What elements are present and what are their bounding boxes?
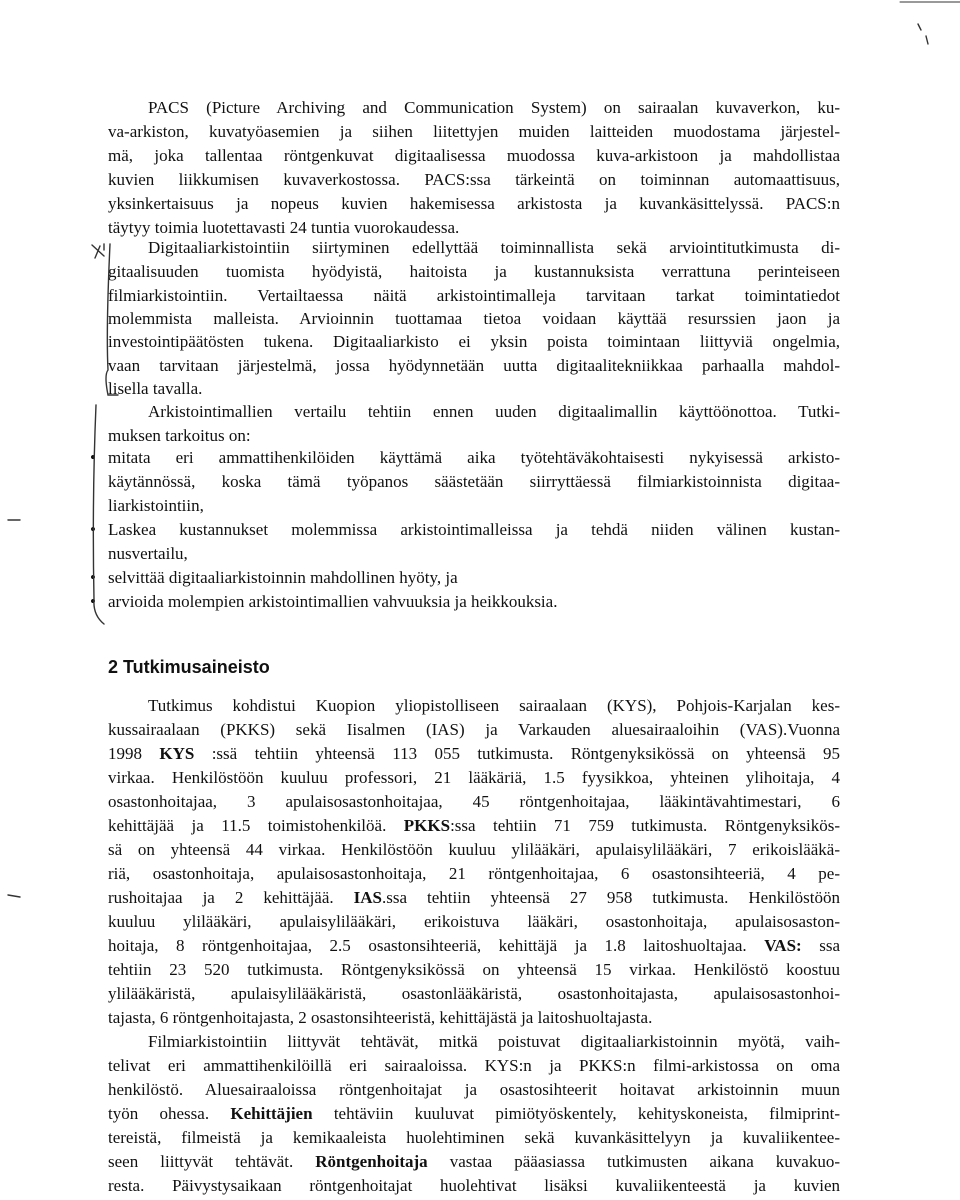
text-line: osastonhoitajaa, 3 apulaisosastonhoitajaa, 45 röntgenhoitajaa, lääkintävahtimestari, 6: [108, 792, 840, 811]
text-line: molemmista malleista. Arvioinnin tuottamaa tietoa voidaan käyttää resurssien jaon ja: [108, 309, 840, 328]
text-line: tajasta, 6 röntgenhoitajasta, 2 osastonsihteeristä, kehittäjästä ja laitoshuoltajasta.: [108, 1008, 653, 1027]
list-item-line: käytännössä, koska tämä työpanos säästetään siirryttäessä filmiarkistoinnista digitaa-: [108, 472, 840, 491]
bullet-icon: •: [90, 568, 96, 587]
text-line: kuvien liikkumisen kuvaverkostossa. PACS:ssa tärkeintä on toiminnan automaattisuus,: [108, 170, 840, 189]
bullet-icon: •: [90, 448, 96, 467]
margin-cross-mark: [92, 244, 104, 258]
text-line: tehtiin 23 520 tutkimusta. Röntgenyksikössä on yhteensä 15 virkaa. Henkilöstö koostuu: [108, 960, 840, 979]
bullet-icon: •: [90, 592, 96, 611]
text-line: lisella tavalla.: [108, 379, 203, 398]
text-line: mä, joka tallentaa röntgenkuvat digitaalisessa muodossa kuva-arkistoon ja mahdollistaa: [108, 146, 840, 165]
text-line: ylilääkäristä, apulaisylilääkäristä, osastonlääkäristä, osastonhoitajasta, apulaisosastonhoi-: [108, 984, 840, 1003]
text-line: virkaa. Henkilöstöön kuuluu professori, 21 lääkäriä, 1.5 fyysikkoa, yhteinen ylihoitaja, 4: [108, 768, 840, 787]
text-line: 1998 KYS :ssä tehtiin yhteensä 113 055 tutkimusta. Röntgenyksikössä on yhteensä 95: [108, 744, 841, 763]
text-line: hoitaja, 8 röntgenhoitajaa, 2.5 osastonsihteeriä, kehittäjä ja 1.8 laitoshuoltajaa. VAS: ssa: [108, 936, 841, 955]
margin-dash-mark: [8, 895, 20, 897]
text-line: kussairaalaan (PKKS) sekä Iisalmen (IAS) ja Varkauden aluesairaaloihin (VAS).Vuonna: [108, 720, 840, 739]
text-line: Tutkimus kohdistui Kuopion yliopistolliseen sairaalaan (KYS), Pohjois-Karjalan kes-: [148, 696, 840, 715]
text-line: seen liittyvät tehtävät. Röntgenhoitaja vastaa pääasiassa tutkimusten aikana kuvakuo-: [108, 1152, 840, 1171]
text-line: investointipäätösten tukena. Digitaaliarkisto ei yksin poista toimintaan liittyviä ongelmia,: [108, 332, 840, 351]
corner-tick-mark: [918, 24, 928, 44]
text-line: PACS (Picture Archiving and Communication System) on sairaalan kuvaverkon, ku-: [148, 98, 840, 117]
text-line: gitaalisuuden tuomista hyödyistä, haitoista ja kustannuksista verrattuna perinteiseen: [108, 262, 840, 281]
text-line: yksinkertaisuus ja nopeus kuvien hakemisessa arkistosta ja kuvankäsittelyssä. PACS:n: [108, 194, 840, 213]
text-line: va-arkiston, kuvatyöasemien ja siihen liitettyjen muiden laitteiden muodostama järjestel-: [108, 122, 840, 141]
list-item-line: selvittää digitaaliarkistoinnin mahdollinen hyöty, ja: [108, 568, 458, 587]
text-line: kehittäjää ja 11.5 toimistohenkilöä. PKKS:ssa tehtiin 71 759 tutkimusta. Röntgenyksikös-: [108, 816, 840, 835]
list-item-line: mitata eri ammattihenkilöiden käyttämä aika työtehtäväkohtaisesti nykyisessä arkisto-: [108, 448, 840, 467]
text-line: täytyy toimia luotettavasti 24 tuntia vuorokaudessa.: [108, 218, 460, 237]
text-line: tereistä, filmeistä ja kemikaaleista huolehtiminen sekä kuvankäsittelyyn ja kuvaliikentee-: [108, 1128, 840, 1147]
text-line: filmiarkistointiin. Vertailtaessa näitä arkistointimalleja tarvitaan tarkat toimintatiedot: [108, 286, 840, 305]
list-item-line: liarkistointiin,: [108, 496, 204, 515]
text-line: telivat eri ammattihenkilöillä eri sairaaloissa. KYS:n ja PKKS:n filmi-arkistossa on oma: [108, 1056, 840, 1075]
text-line: rushoitajaa ja 2 kehittäjää. IAS.ssa tehtiin yhteensä 27 958 tutkimusta. Henkilöstöön: [108, 888, 840, 907]
text-line: henkilöstö. Aluesairaaloissa röntgenhoitajat ja osastosihteerit hoitavat arkistoinnin muun: [108, 1080, 840, 1099]
text-line: vaan tarvitaan järjestelmä, jossa hyödynnetään uutta digitaalitekniikkaa parhaalla mahdol-: [108, 356, 840, 375]
text-line: Digitaaliarkistointiin siirtyminen edellyttää toiminnallista sekä arviointitutkimusta di-: [148, 238, 840, 257]
bullet-icon: •: [90, 520, 96, 539]
text-line: työn ohessa. Kehittäjien tehtäviin kuuluvat pimiötyöskentely, kehityskoneista, filmiprint-: [108, 1104, 841, 1123]
list-item-line: arvioida molempien arkistointimallien vahvuuksia ja heikkouksia.: [108, 592, 558, 611]
section-heading: 2 Tutkimusaineisto: [108, 657, 270, 677]
text-line: sä on yhteensä 44 virkaa. Henkilöstöön kuuluu ylilääkäri, apulaisylilääkäri, 7 erikoislääkä-: [108, 840, 840, 859]
list-item-line: Laskea kustannukset molemmissa arkistointimalleissa ja tehdä niiden välinen kustan-: [108, 520, 840, 539]
text-line: muksen tarkoitus on:: [108, 426, 251, 445]
text-line: riä, osastonhoitaja, apulaisosastonhoitaja, 21 röntgenhoitajaa, 6 osastonsihteeriä, 4 pe-: [108, 864, 840, 883]
margin-bracket-mark: [93, 405, 104, 624]
text-line: Filmiarkistointiin liittyvät tehtävät, mitkä poistuvat digitaaliarkistoinnin myötä, vaih-: [148, 1032, 840, 1051]
text-line: resta. Päivystysaikaan röntgenhoitajat huolehtivat lisäksi kuvaliikenteestä ja kuvien: [108, 1176, 840, 1195]
margin-bracket-mark: [106, 244, 118, 395]
text-line: Arkistointimallien vertailu tehtiin ennen uuden digitaalimallin käyttöönottoa. Tutki-: [148, 402, 840, 421]
text-line: kuuluu ylilääkäri, apulaisylilääkäri, erikoistuva lääkäri, osastonhoitaja, apulaisosaston-: [108, 912, 840, 931]
list-item-line: nusvertailu,: [108, 544, 188, 563]
